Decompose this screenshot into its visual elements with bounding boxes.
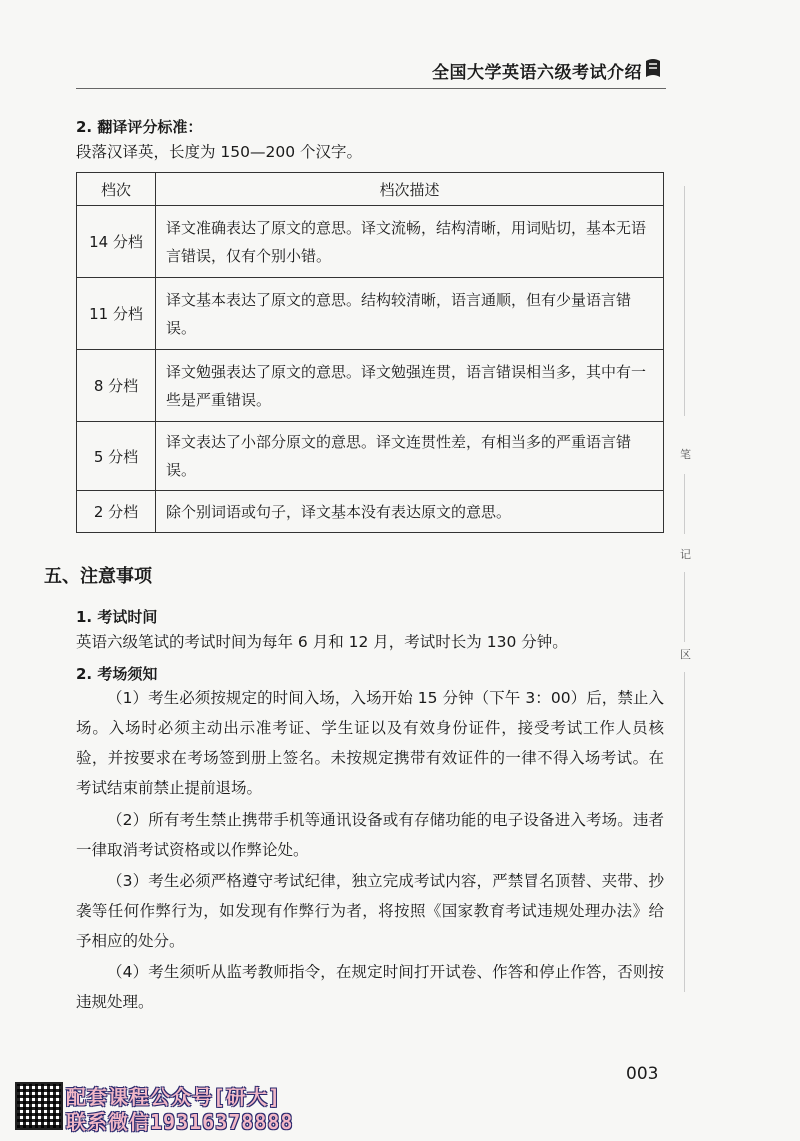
score-level: 11 分档 [77,278,156,350]
score-level: 14 分档 [77,206,156,278]
table-row [77,350,664,422]
score-level: 2 分档 [77,491,156,533]
margin-note-label: 笔 [680,448,691,461]
score-description: 译文勉强表达了原文的意思。译文勉强连贯，语言错误相当多，其中有一些是严重错误。 [156,350,664,422]
table-row [77,422,664,491]
table-header-description: 档次描述 [156,173,664,206]
score-level: 8 分档 [77,350,156,422]
qr-code-icon [15,1082,63,1130]
score-description: 译文基本表达了原文的意思。结构较清晰，语言通顺，但有少量语言错误。 [156,278,664,350]
exam-rules-heading: 2. 考场须知 [76,665,158,683]
margin-note-label: 区 [680,648,691,661]
margin-rule [684,186,685,416]
score-description: 除个别词语或句子，译文基本没有表达原文的意思。 [156,491,664,533]
margin-rule [684,572,685,642]
translation-criteria-heading: 2. 翻译评分标准： [76,118,203,136]
margin-rule [684,474,685,534]
margin-rule [684,672,685,992]
exam-rule-paragraph: （3）考生必须严格遵守考试纪律，独立完成考试内容，严禁冒名顶替、夹带、抄袭等任何作弊行为，如发现有作弊行为者，将按照《国家教育考试违规处理办法》给予相应的处分。 [76,872,664,950]
running-header-title: 全国大学英语六级考试介绍 [432,63,642,83]
scoring-criteria-table [76,172,664,533]
section-heading-notes: 五、注意事项 [44,566,152,587]
exam-rule-paragraph: （4）考生须听从监考教师指令，在规定时间打开试卷、作答和停止作答，否则按违规处理。 [76,963,664,1011]
score-description: 译文准确表达了原文的意思。译文流畅，结构清晰，用词贴切，基本无语言错误，仅有个别小错。 [156,206,664,278]
exam-rule-paragraph: （2）所有考生禁止携带手机等通讯设备或有存储功能的电子设备进入考场。违者一律取消考试资格或以作弊论处。 [76,811,664,859]
header-divider [76,88,666,89]
table-header-row [77,173,664,206]
score-level: 5 分档 [77,422,156,491]
table-row [77,206,664,278]
table-header-level: 档次 [77,173,156,206]
translation-note: 段落汉译英，长度为 150—200 个汉字。 [76,143,363,161]
table-row [77,278,664,350]
table-row [77,491,664,533]
promo-banner-line: 配套课程公众号[研大] [66,1085,282,1109]
exam-time-heading: 1. 考试时间 [76,608,158,626]
page-number: 003 [626,1064,659,1084]
exam-time-text: 英语六级笔试的考试时间为每年 6 月和 12 月，考试时长为 130 分钟。 [76,633,568,651]
book-logo-icon [644,57,662,79]
promo-banner-line: 联系微信19316378888 [66,1110,294,1134]
score-description: 译文表达了小部分原文的意思。译文连贯性差，有相当多的严重语言错误。 [156,422,664,491]
exam-rule-paragraph: （1）考生必须按规定的时间入场，入场开始 15 分钟（下午 3：00）后，禁止入场。入场时必须主动出示准考证、学生证以及有效身份证件，接受考试工作人员核验，并按要求在考场签到册上签名。未按规定携带有效证件的一律不得入场考试。在考试结束前禁止提前退场。 [76,689,664,797]
margin-note-label: 记 [680,548,691,561]
